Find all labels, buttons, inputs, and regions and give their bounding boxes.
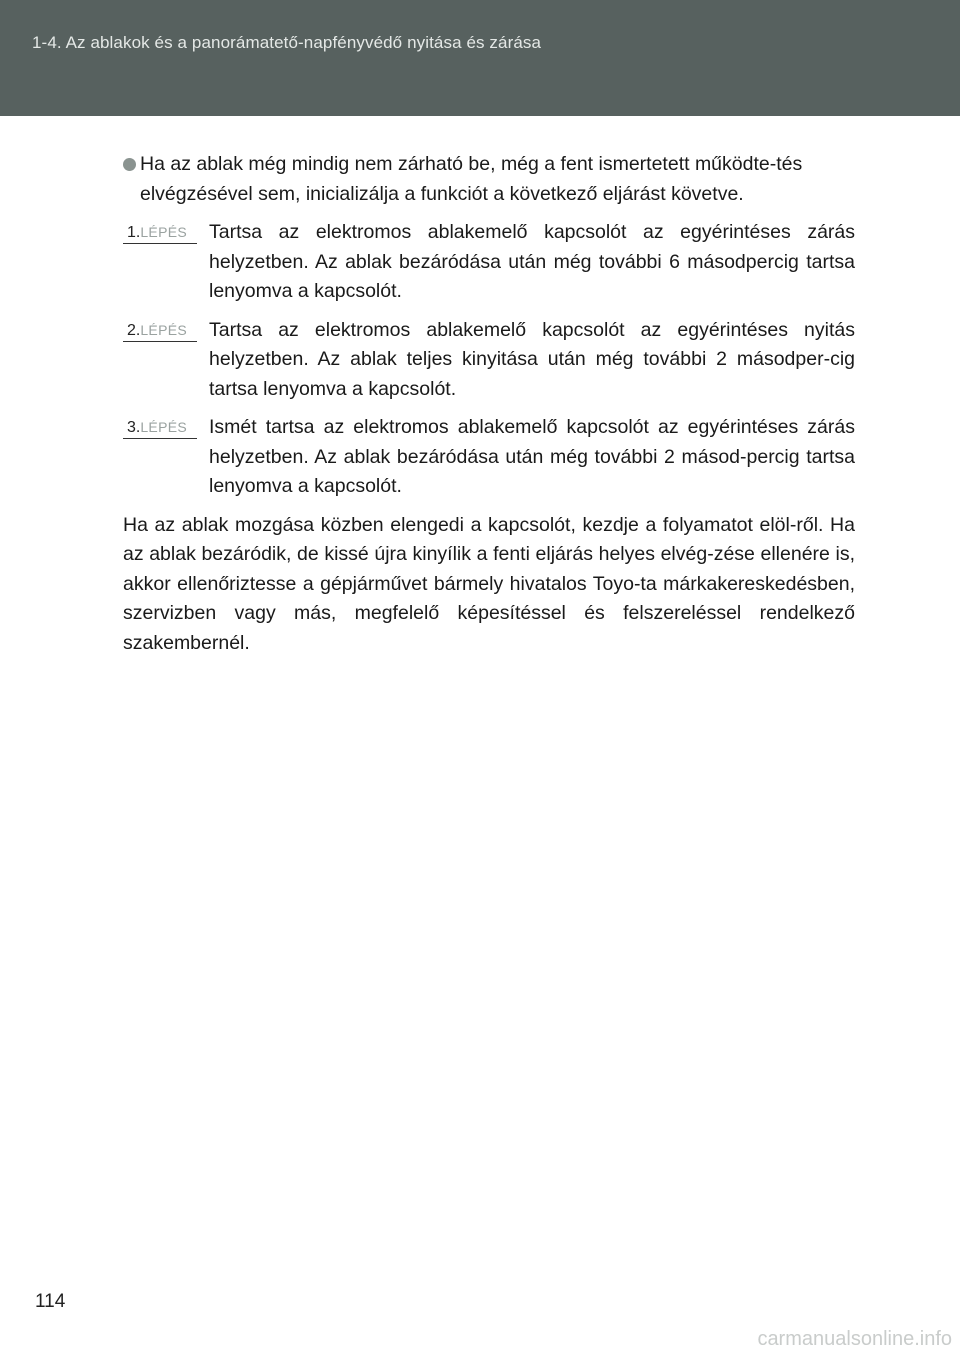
- watermark[interactable]: carmanualsonline.info: [757, 1328, 952, 1350]
- section-title: 1-4. Az ablakok és a panorámatető-napfényvédő nyitása és zárása: [32, 33, 542, 52]
- step-badge-3: [123, 416, 197, 439]
- step-text: Tartsa az elektromos ablakemelő kapcsolót az egyérintéses nyitás helyzetben. Az ablak teljes kinyitása után még további 2 másodper-cig tartsa lenyomva a kapcsolót.: [209, 318, 855, 400]
- bullet-dot-icon: [123, 158, 136, 171]
- step-badge-1: [123, 221, 197, 244]
- step-1: [123, 218, 855, 307]
- step-label: LÉPÉS: [140, 419, 187, 435]
- step-number: 1.: [127, 224, 141, 241]
- step-text: Ismét tartsa az elektromos ablakemelő kapcsolót az egyérintéses zárás helyzetben. Az ablak bezáródása után még további 2 másod-percig tartsa lenyomva a kapcsolót.: [209, 416, 855, 497]
- step-label: LÉPÉS: [140, 224, 187, 240]
- step-label: LÉPÉS: [140, 321, 187, 338]
- step-number: 2.: [127, 321, 141, 339]
- step-badge-2: [123, 319, 197, 342]
- step-number: 3.: [127, 419, 141, 436]
- header-band: [0, 0, 960, 116]
- note-paragraph: Ha az ablak mozgása közben elengedi a kapcsolót, kezdje a folyamatot elöl-ről. Ha az ablak bezáródik, de kissé újra kinyílik a fenti eljárás helyes elvég-zése ellenére is, akkor ellenőriztesse a gépjárművet bármely hivatalos Toyo-ta márkakereskedésben, szervizben vagy más, megfelelő képesítéssel és felszereléssel rendelkező szakembernél.: [123, 513, 855, 654]
- step-3: [123, 413, 855, 502]
- main-content: [123, 150, 855, 658]
- page-number: 114: [35, 1291, 66, 1312]
- bullet-paragraph: [123, 150, 855, 209]
- step-text: Tartsa az elektromos ablakemelő kapcsolót az egyérintéses zárás helyzetben. Az ablak bezáródása után még további 6 másodpercig tartsa lenyomva a kapcsolót.: [209, 221, 855, 302]
- bullet-text: Ha az ablak még mindig nem zárható be, még a fent ismertetett működte-tés elvégzésével sem, inicializálja a funkciót a következő eljárást követve.: [140, 153, 803, 205]
- step-2: [123, 316, 855, 405]
